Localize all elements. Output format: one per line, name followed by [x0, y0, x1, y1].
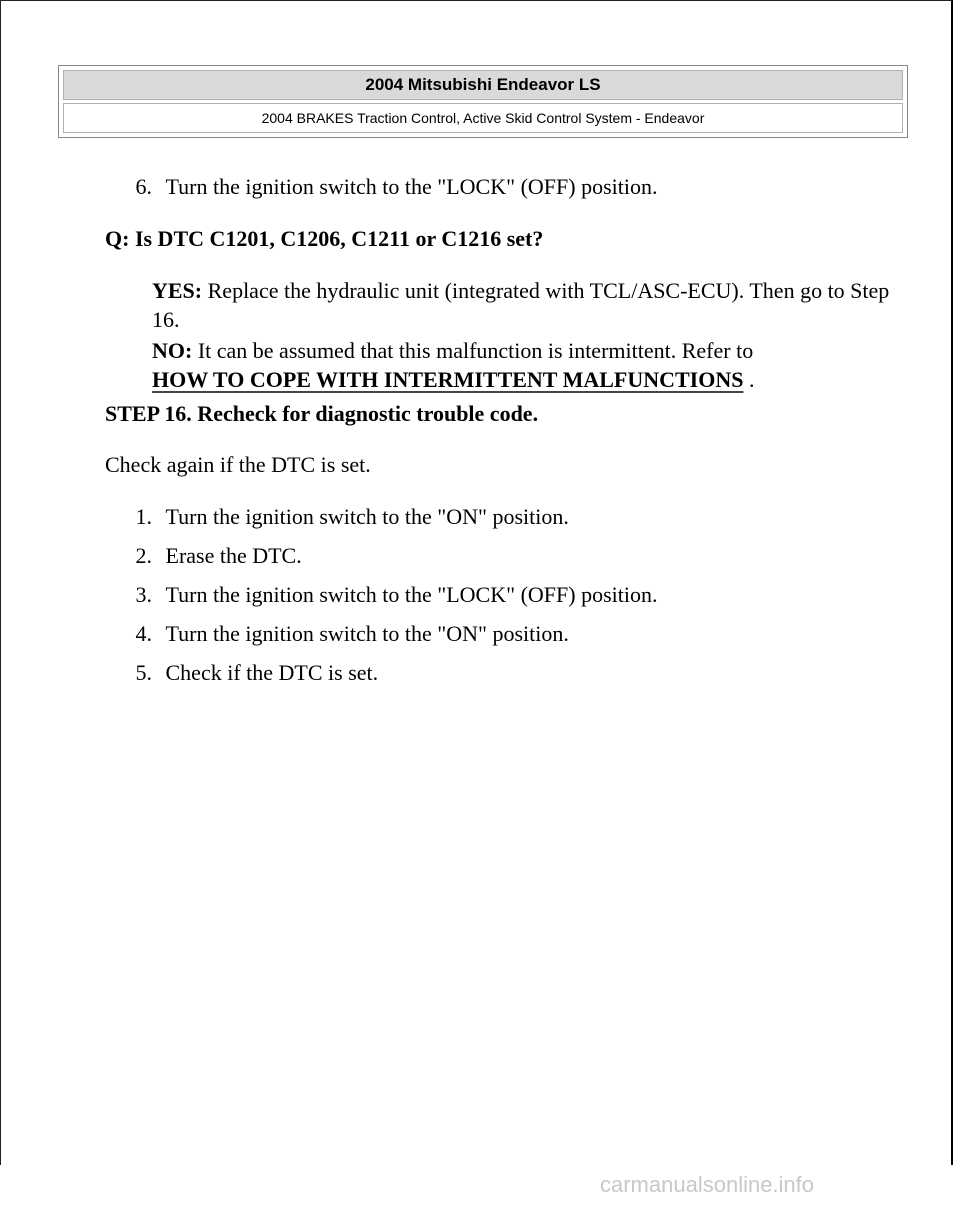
list-item	[105, 541, 302, 570]
list-item-text: Turn the ignition switch to the "ON" position.	[165, 621, 569, 646]
list-item	[105, 658, 378, 687]
list-item-number: 3.	[135, 582, 152, 607]
no-after-text: .	[748, 367, 755, 392]
intermittent-malfunctions-link[interactable]: HOW TO COPE WITH INTERMITTENT MALFUNCTIONS	[152, 367, 744, 392]
list-item-text: Check if the DTC is set.	[165, 660, 379, 685]
step-16-heading: STEP 16. Recheck for diagnostic trouble code.	[105, 401, 539, 426]
no-label: NO:	[152, 338, 193, 363]
list-item-number: 2.	[135, 543, 152, 568]
list-item-number: 5.	[135, 660, 152, 685]
list-item-text: Turn the ignition switch to the "ON" position.	[165, 504, 569, 529]
no-text: It can be assumed that this malfunction is intermittent. Refer to	[197, 338, 754, 363]
list-item-number: 4.	[135, 621, 152, 646]
watermark: carmanualsonline.info	[600, 1172, 815, 1197]
no-answer	[152, 336, 892, 394]
yes-text: Replace the hydraulic unit (integrated with TCL/ASC-ECU). Then go to Step 16.	[152, 278, 890, 332]
question-heading: Q: Is DTC C1201, C1206, C1211 or C1216 set?	[105, 226, 544, 251]
document-header	[58, 65, 908, 138]
list-item	[105, 619, 569, 648]
header-title: 2004 Mitsubishi Endeavor LS	[63, 70, 903, 100]
list-item-text: Turn the ignition switch to the "LOCK" (OFF) position.	[165, 582, 658, 607]
yes-answer	[152, 276, 892, 334]
list-item	[105, 502, 569, 531]
step-6-text: Turn the ignition switch to the "LOCK" (OFF) position.	[165, 174, 658, 199]
step-6-item	[105, 172, 658, 201]
yes-label: YES:	[152, 278, 203, 303]
list-item	[105, 580, 658, 609]
header-subtitle: 2004 BRAKES Traction Control, Active Skid Control System - Endeavor	[63, 103, 903, 133]
list-item-text: Erase the DTC.	[165, 543, 302, 568]
intro-paragraph: Check again if the DTC is set.	[105, 452, 371, 477]
list-item-number: 1.	[135, 504, 152, 529]
step-6-number: 6.	[135, 174, 152, 199]
